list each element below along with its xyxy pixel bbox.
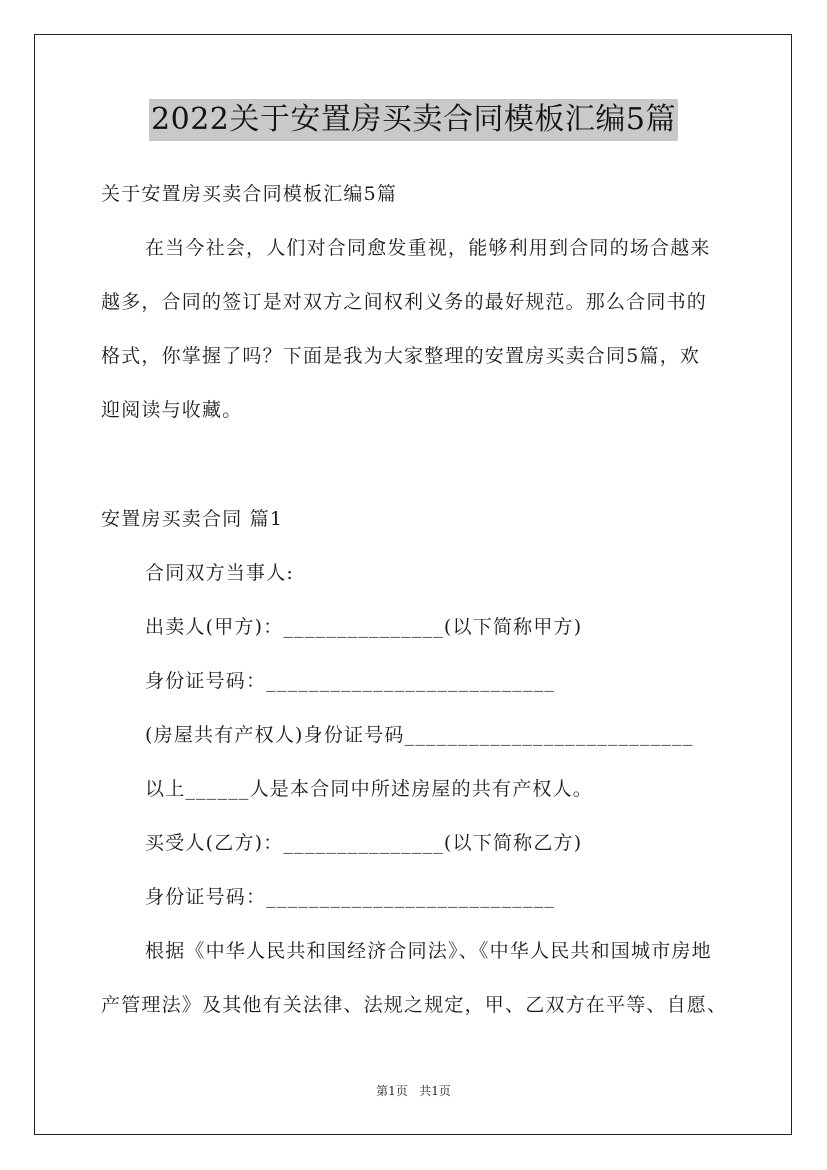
intro-line: 越多，合同的签订是对双方之间权利义务的最好规范。那么合同书的 [101, 291, 708, 313]
buyer-id-line: 身份证号码：___________________________ [145, 886, 556, 908]
seller-id-line: 身份证号码：___________________________ [145, 670, 556, 692]
legal-basis-line: 产管理法》及其他有关法律、法规之规定，甲、乙双方在平等、自愿、 [101, 994, 728, 1016]
document-subtitle: 关于安置房买卖合同模板汇编5篇 [101, 183, 398, 205]
document-title: 2022关于安置房买卖合同模板汇编5篇 [149, 99, 678, 141]
page-total: 共1页 [419, 1084, 451, 1098]
co-owner-count-line: 以上______人是本合同中所述房屋的共有产权人。 [145, 778, 594, 800]
title-container [0, 99, 827, 141]
page-number: 第1页 [376, 1084, 408, 1098]
contract-parties-label: 合同双方当事人: [145, 562, 295, 584]
intro-line: 在当今社会，人们对合同愈发重视，能够利用到合同的场合越来 [145, 237, 711, 259]
intro-line: 格式，你掌握了吗？下面是我为大家整理的安置房买卖合同5篇，欢 [101, 345, 701, 367]
seller-line: 出卖人(甲方)：_______________(以下简称甲方) [145, 616, 583, 638]
intro-line: 迎阅读与收藏。 [101, 399, 243, 421]
co-owner-id-line: (房屋共有产权人)身份证号码___________________________ [145, 724, 694, 746]
section-heading: 安置房买卖合同 篇1 [101, 508, 284, 530]
buyer-line: 买受人(乙方)：_______________(以下简称乙方) [145, 832, 583, 854]
legal-basis-line: 根据《中华人民共和国经济合同法》、《中华人民共和国城市房地 [145, 940, 712, 962]
page-footer [0, 1083, 827, 1099]
